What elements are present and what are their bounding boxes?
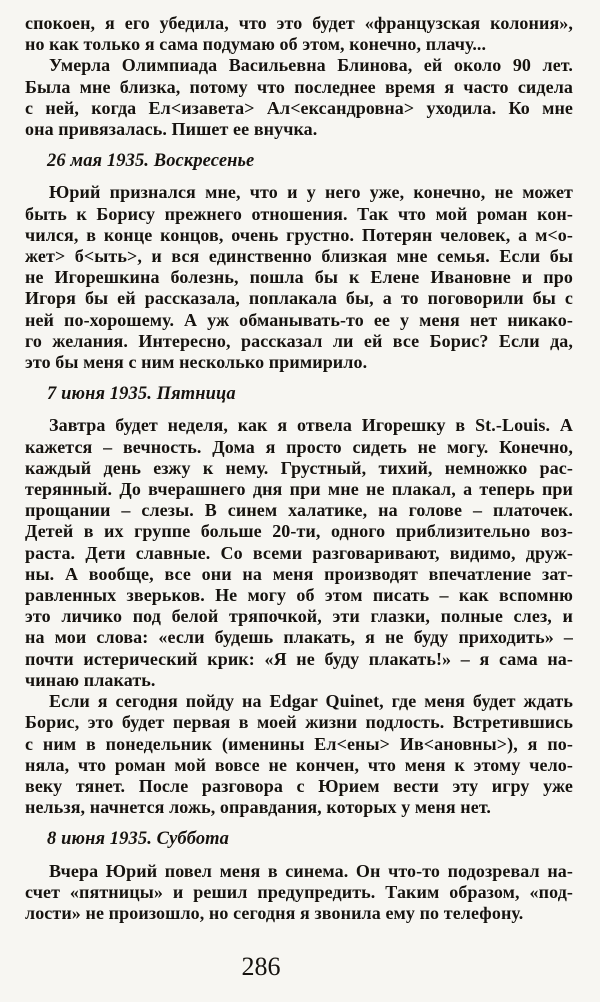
text-line: Юрий признался мне, что и у него уже, конечно, не может bbox=[49, 182, 573, 203]
page-text bbox=[25, 13, 573, 924]
text-line: чился, в конце концов, очень грустно. Потерян человек, а м<о- bbox=[25, 224, 573, 245]
text-line: Вчера Юрий повел меня в синема. Он что-то подозревал на- bbox=[49, 860, 573, 881]
text-line: с ней, когда Ел<изавета> Ал<ександровна> уходила. Ко мне bbox=[25, 97, 573, 118]
paragraph bbox=[25, 13, 573, 55]
paragraph bbox=[25, 182, 573, 373]
text-line: с ним в понедельник (именины Ел<ены> Ив<ановны>), я по- bbox=[25, 733, 573, 754]
text-line: каждый день езжу к нему. Грустный, тихий, немножко рас- bbox=[25, 457, 573, 478]
text-line: Борис, это будет первая в моей жизни подлость. Встретившись bbox=[25, 712, 573, 733]
paragraph bbox=[25, 691, 573, 818]
text-line: равленных зверьков. Не могу об этом писать – как вспомню bbox=[25, 585, 573, 606]
text-line: Умерла Олимпиада Васильевна Блинова, ей около 90 лет. bbox=[49, 55, 573, 76]
text-line: спокоен, я его убедила, что это будет «французская колония», bbox=[25, 13, 573, 33]
text-line: Завтра будет неделя, как я отвела Игорешку в St.-Louis. А bbox=[49, 415, 573, 436]
text-line: это бы меня с ним несколько примирило. bbox=[25, 352, 368, 373]
text-line: но как только я сама подумаю об этом, конечно, плачу... bbox=[25, 34, 487, 55]
text-line: жет> б<ыть>, и вся единственно близкая мне семья. Если бы bbox=[25, 246, 573, 267]
paragraph bbox=[25, 55, 573, 140]
page-number: 286 bbox=[241, 952, 281, 981]
paragraph bbox=[25, 415, 573, 691]
text-line: няла, что роман мой вовсе не кончен, что меня к этому чело- bbox=[25, 754, 573, 775]
text-line: она привязалась. Пишет ее внучка. bbox=[25, 119, 318, 140]
text-line: Детей в их группе больше 20-ти, одного приблизительно воз- bbox=[25, 521, 573, 542]
text-line: чинаю плакать. bbox=[25, 669, 156, 690]
text-line: веку тянет. После разговора с Юрием вести эту игру уже bbox=[25, 775, 573, 796]
text-line: Игоря бы ей рассказала, поплакала бы, а то поговорили бы с bbox=[25, 288, 573, 309]
text-line: нельзя, начнется ложь, оправдания, которых у меня нет. bbox=[25, 797, 492, 818]
text-line: раста. Дети славные. Со всеми разговаривают, видимо, друж- bbox=[25, 542, 573, 563]
text-line: счет «пятницы» и решил предупредить. Таким образом, «под- bbox=[25, 881, 573, 902]
entry-date-heading: 7 июня 1935. Пятница bbox=[47, 384, 236, 405]
text-line: Если я сегодня пойду на Edgar Quinet, где меня будет ждать bbox=[49, 691, 573, 712]
text-line: го желания. Интересно, рассказал ли ей все Борис? Если да, bbox=[25, 330, 573, 351]
text-line: ны. А вообще, все они на меня производят впечатление зат- bbox=[25, 563, 573, 584]
entry-date-heading: 26 мая 1935. Воскресенье bbox=[47, 151, 255, 172]
text-line: Была мне близка, потому что последнее время я часто сидела bbox=[25, 76, 573, 97]
text-line: не Игорешкина болезнь, пошла бы к Елене Ивановне и про bbox=[25, 267, 573, 288]
text-line: это личико под белой тряпочкой, эти глазки, полные слез, и bbox=[25, 606, 573, 627]
text-line: ней по-хорошему. А уж обманывать-то ее у меня нет никако- bbox=[25, 309, 573, 330]
paragraph bbox=[25, 861, 573, 925]
text-line: быть к Борису прежнего отношения. Так что мой роман кон- bbox=[25, 203, 573, 224]
text-line: прощании – слезы. В синем халатике, на голове – платочек. bbox=[25, 500, 573, 521]
entry-date-heading: 8 июня 1935. Суббота bbox=[47, 829, 230, 850]
text-line: почти истерический крик: «Я не буду плакать!» – я сама на- bbox=[25, 648, 573, 669]
text-line: терянный. До вчерашнего дня при мне не плакал, а теперь при bbox=[25, 479, 573, 500]
text-line: кажется – вечность. Дома я просто сидеть не могу. Конечно, bbox=[25, 436, 573, 457]
text-line: на мои слова: «если будешь плакать, я не буду приходить» – bbox=[25, 627, 573, 648]
text-line: лости» не произошло, но сегодня я звонила ему по телефону. bbox=[25, 902, 524, 923]
